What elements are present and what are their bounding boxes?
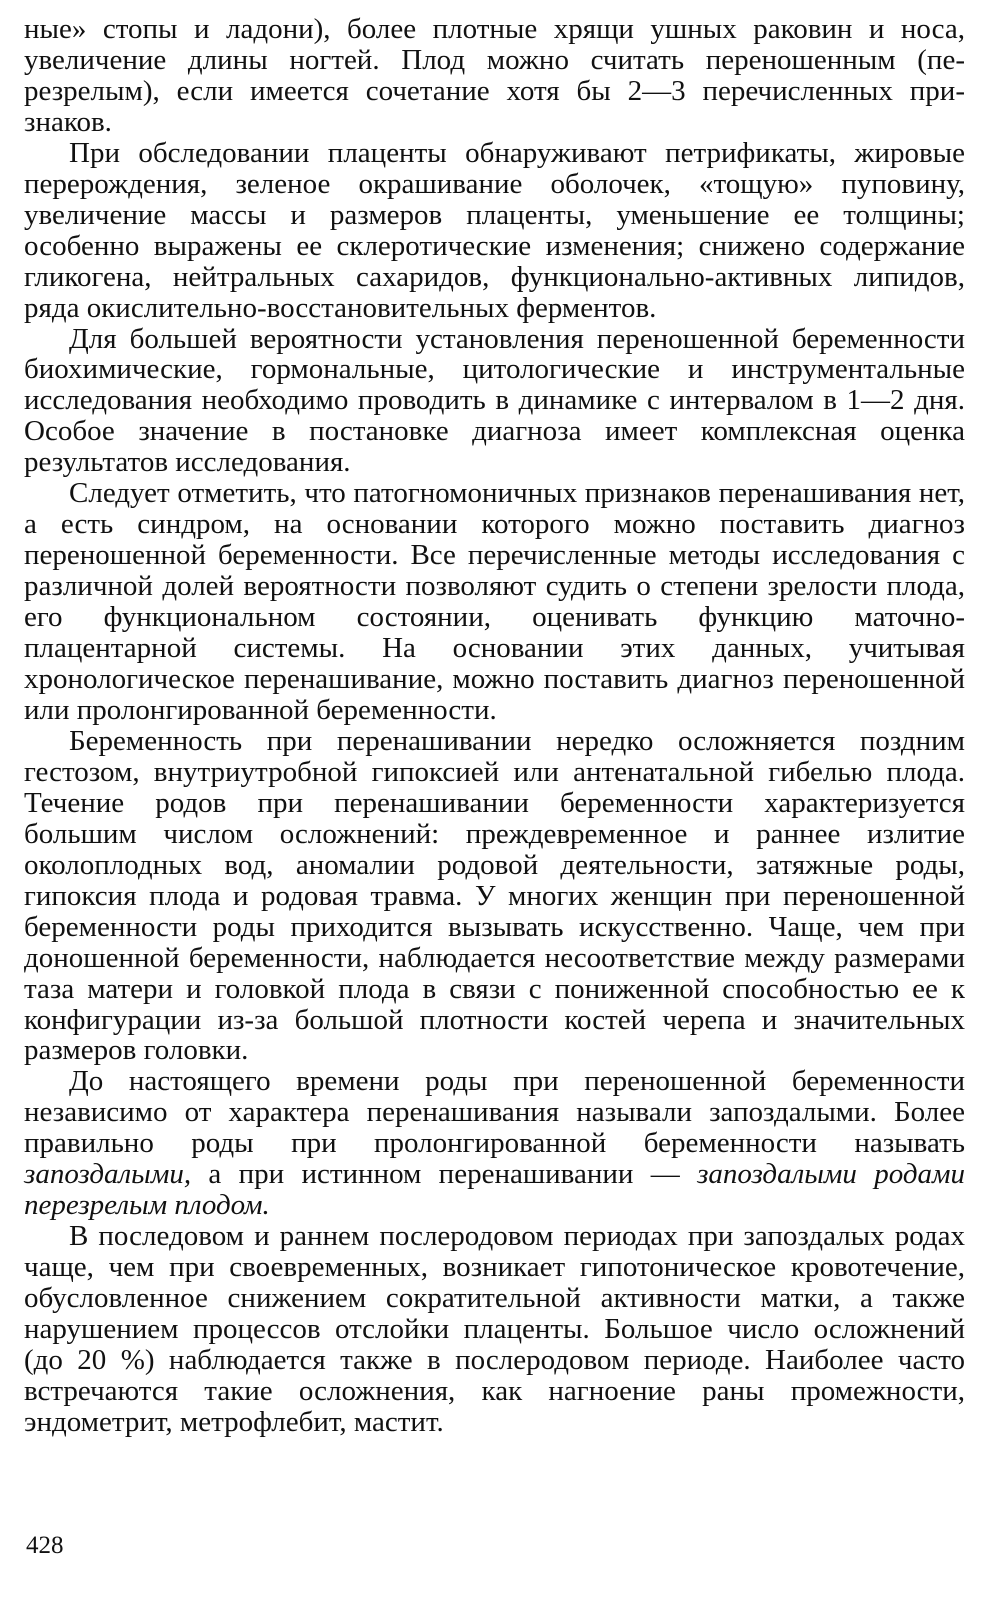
paragraph-6-italic-a: запоздалыми, (24, 1158, 192, 1191)
paragraph-1: ные» стопы и ладони), более плотные хрящи ушных раковин и носа, увеличение длины ногтей. Плод можно считать переношенным (перезрелым), если имеется сочетание хотя бы 2—3 перечисленных признаков. (24, 13, 965, 138)
page-number: 428 (26, 1532, 64, 1559)
paragraph-2: При обследовании плаценты обнаруживают петрификаты, жировые перерождения, зеленое окрашивание оболочек, «тощую» пуповину, увеличение массы и размеров плаценты, уменьшение ее толщины; особенно выражены ее склеротические изменения; снижено содержание гликогена, нейтральных сахаридов, функционально-активных липидов, ряда окислительно-восстановительных ферментов. (24, 136, 965, 324)
paragraph-6-text-a: До настоящего времени роды при переношенной беременности независимо от характера перенашивания называли запоздалыми. Более правильно роды при пролонгированной беременности называть (24, 1065, 965, 1160)
paragraph-6 (24, 1066, 965, 1221)
book-page (24, 14, 965, 1438)
paragraph-6-italic-b: запоздалыми родами перезрелым плодом. (24, 1158, 966, 1222)
paragraph-5: Беременность при перенашивании нередко осложняется поздним гестозом, внутриутробной гипоксией или антенатальной гибелью плода. Течение родов при перенашивании беременности характеризуется большим числом осложнений: преждевременное и раннее излитие околоплодных вод, аномалии родовой деятельности, затяжные роды, гипоксия плода и родовая травма. У многих женщин при переношенной беременности роды приходится вызывать искусственно. Чаще, чем при доношенной беременности, наблюдается несоответствие между размерами таза матери и головкой плода в связи с пониженной способностью ее к конфигурации из-за большой плотности костей черепа и значительных размеров головки. (24, 724, 965, 1067)
paragraph-7: В последовом и раннем послеродовом периодах при запоздалых родах чаще, чем при своевременных, возникает гипотоническое кровотечение, обусловленное снижением сократительной активности матки, а также нарушением процессов отслойки плаценты. Большое число осложнений (до 20 %) наблюдается также в послеродовом периоде. Наиболее часто встречаются такие осложнения, как нагноение раны промежности, эндометрит, метрофлебит, мастит. (24, 1220, 965, 1438)
paragraph-6-text-b: а при истинном перенашивании — (191, 1158, 698, 1191)
paragraph-4: Следует отметить, что патогномоничных признаков перенашивания нет, а есть синдром, на основании которого можно поставить диагноз переношенной беременности. Все перечисленные методы исследования с различной долей вероятности позволяют судить о степени зрелости плода, его функциональном состоянии, оценивать функцию маточно-плацентарной системы. На основании этих данных, учитывая хронологическое перенашивание, можно поставить диагноз переношенной или пролонгированной беременности. (24, 477, 965, 726)
paragraph-3: Для большей вероятности установления переношенной беременности биохимические, гормональные, цитологические и инструментальные исследования необходимо проводить в динамике с интервалом в 1—2 дня. Особое значение в постановке диагноза имеет комплексная оценка результатов исследования. (24, 322, 965, 479)
